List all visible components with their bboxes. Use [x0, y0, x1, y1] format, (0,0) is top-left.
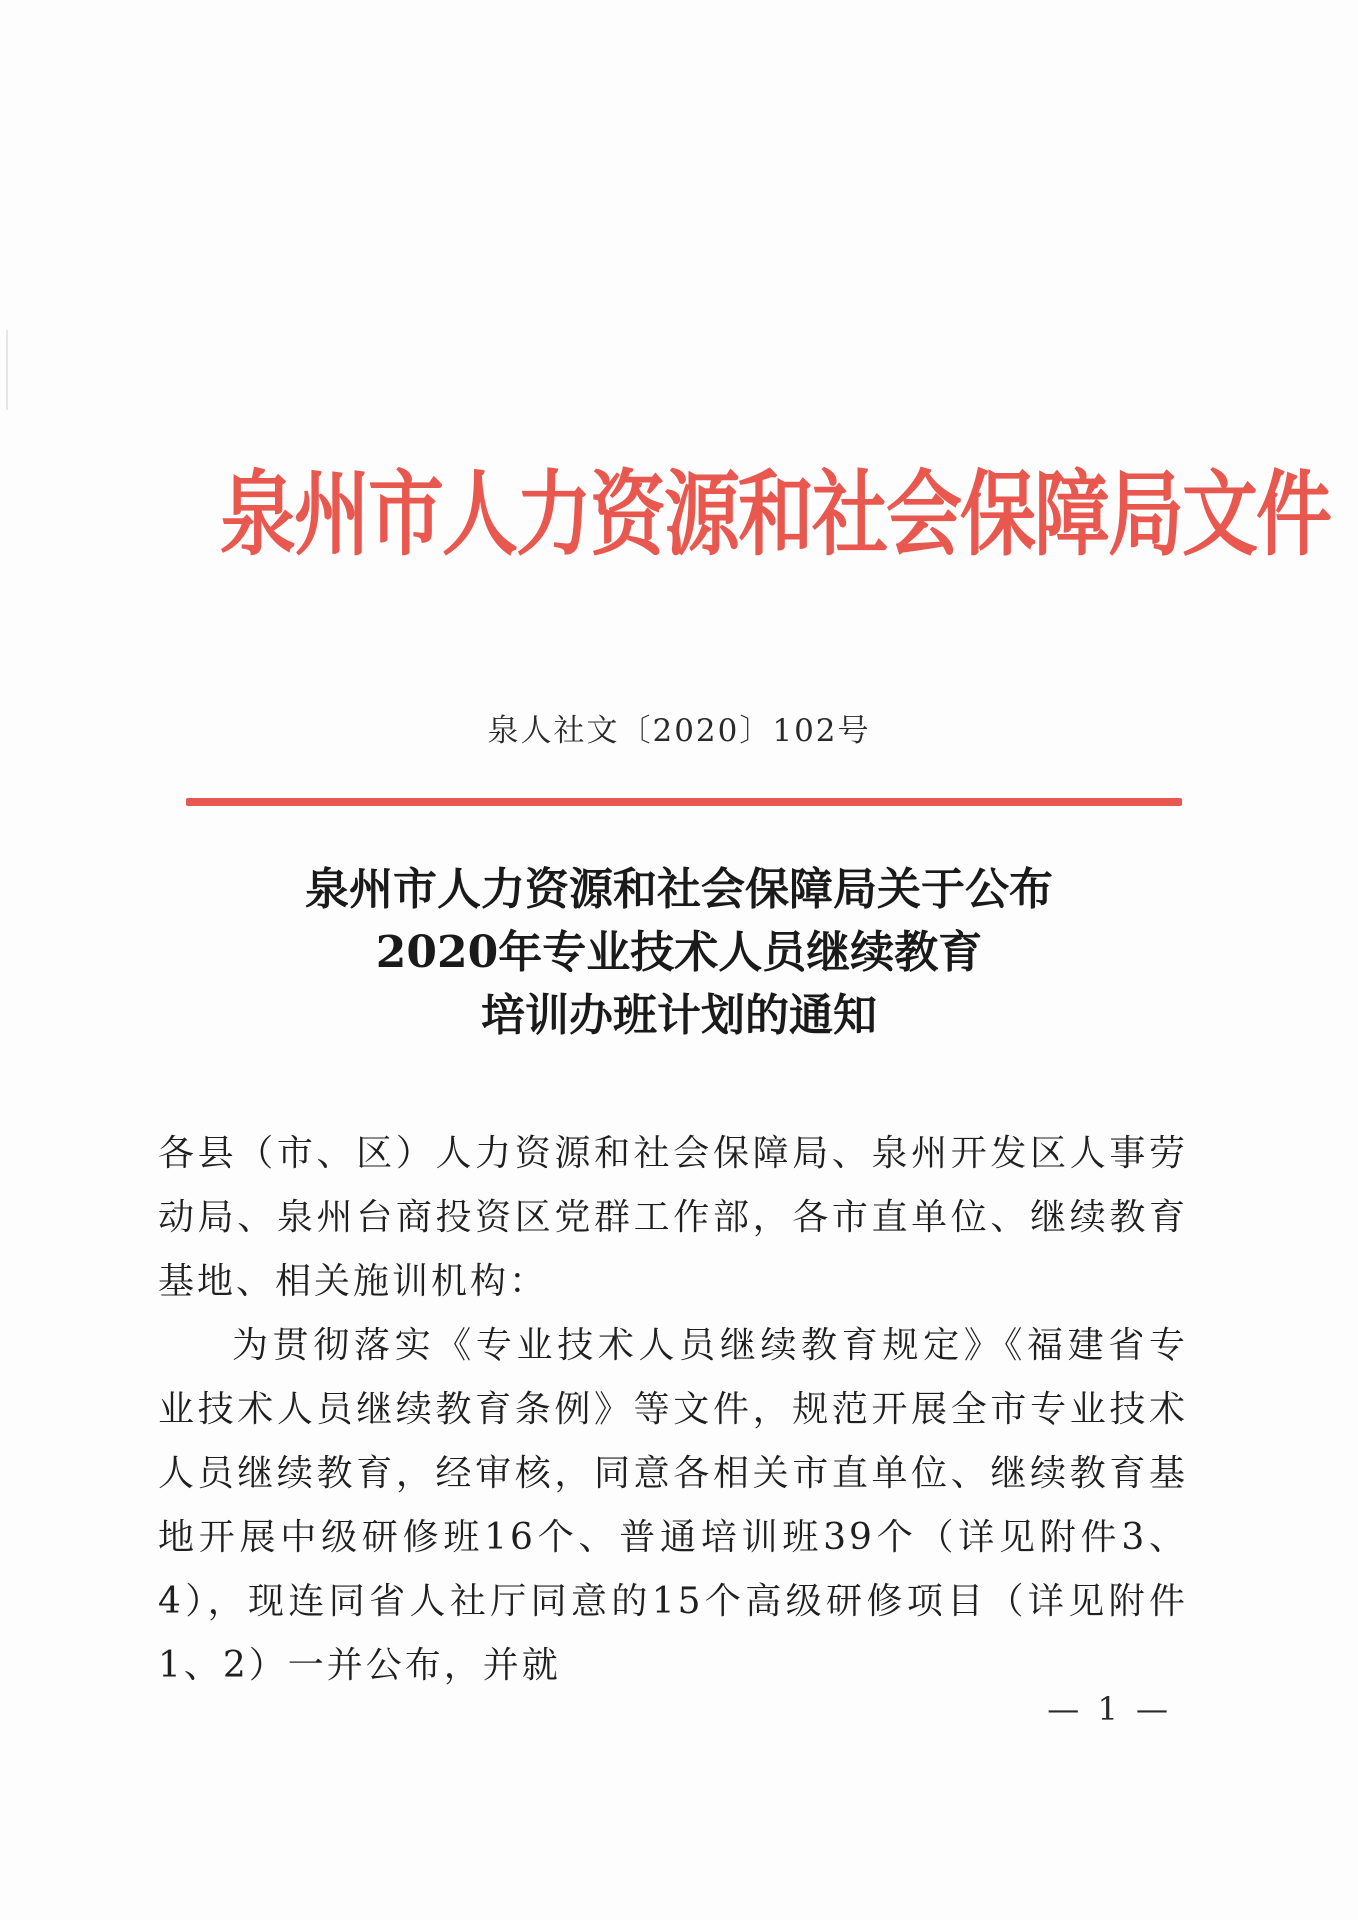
document-number: 泉人社文〔2020〕102号 [487, 713, 871, 749]
notice-title-line-1: 泉州市人力资源和社会保障局关于公布 [305, 864, 1053, 915]
notice-title-line-3: 培训办班计划的通知 [481, 990, 877, 1041]
notice-title-line-2: 2020年专业技术人员继续教育 [375, 927, 983, 978]
body-paragraph: 为贯彻落实《专业技术人员继续教育规定》《福建省专业技术人员继续教育条例》等文件，规范开展全市专业技术人员继续教育，经审核，同意各相关市直单位、继续教育基地开展中级研修班16个、普通培训班39个（详见附件3、4），现连同省人社厅同意的15个高级研修项目（详见附件1、2）一并公布，并就 [158, 1325, 1188, 1686]
scan-edge-mark [6, 330, 8, 410]
red-masthead-title: 泉州市人力资源和社会保障局文件 [220, 460, 1330, 569]
page-number: — 1 — [1047, 1690, 1172, 1728]
red-divider-line [186, 798, 1182, 806]
salutation-recipients: 各县（市、区）人力资源和社会保障局、泉州开发区人事劳动局、泉州台商投资区党群工作部，各市直单位、继续教育基地、相关施训机构： [158, 1133, 1188, 1302]
notice-title [0, 858, 1358, 1047]
